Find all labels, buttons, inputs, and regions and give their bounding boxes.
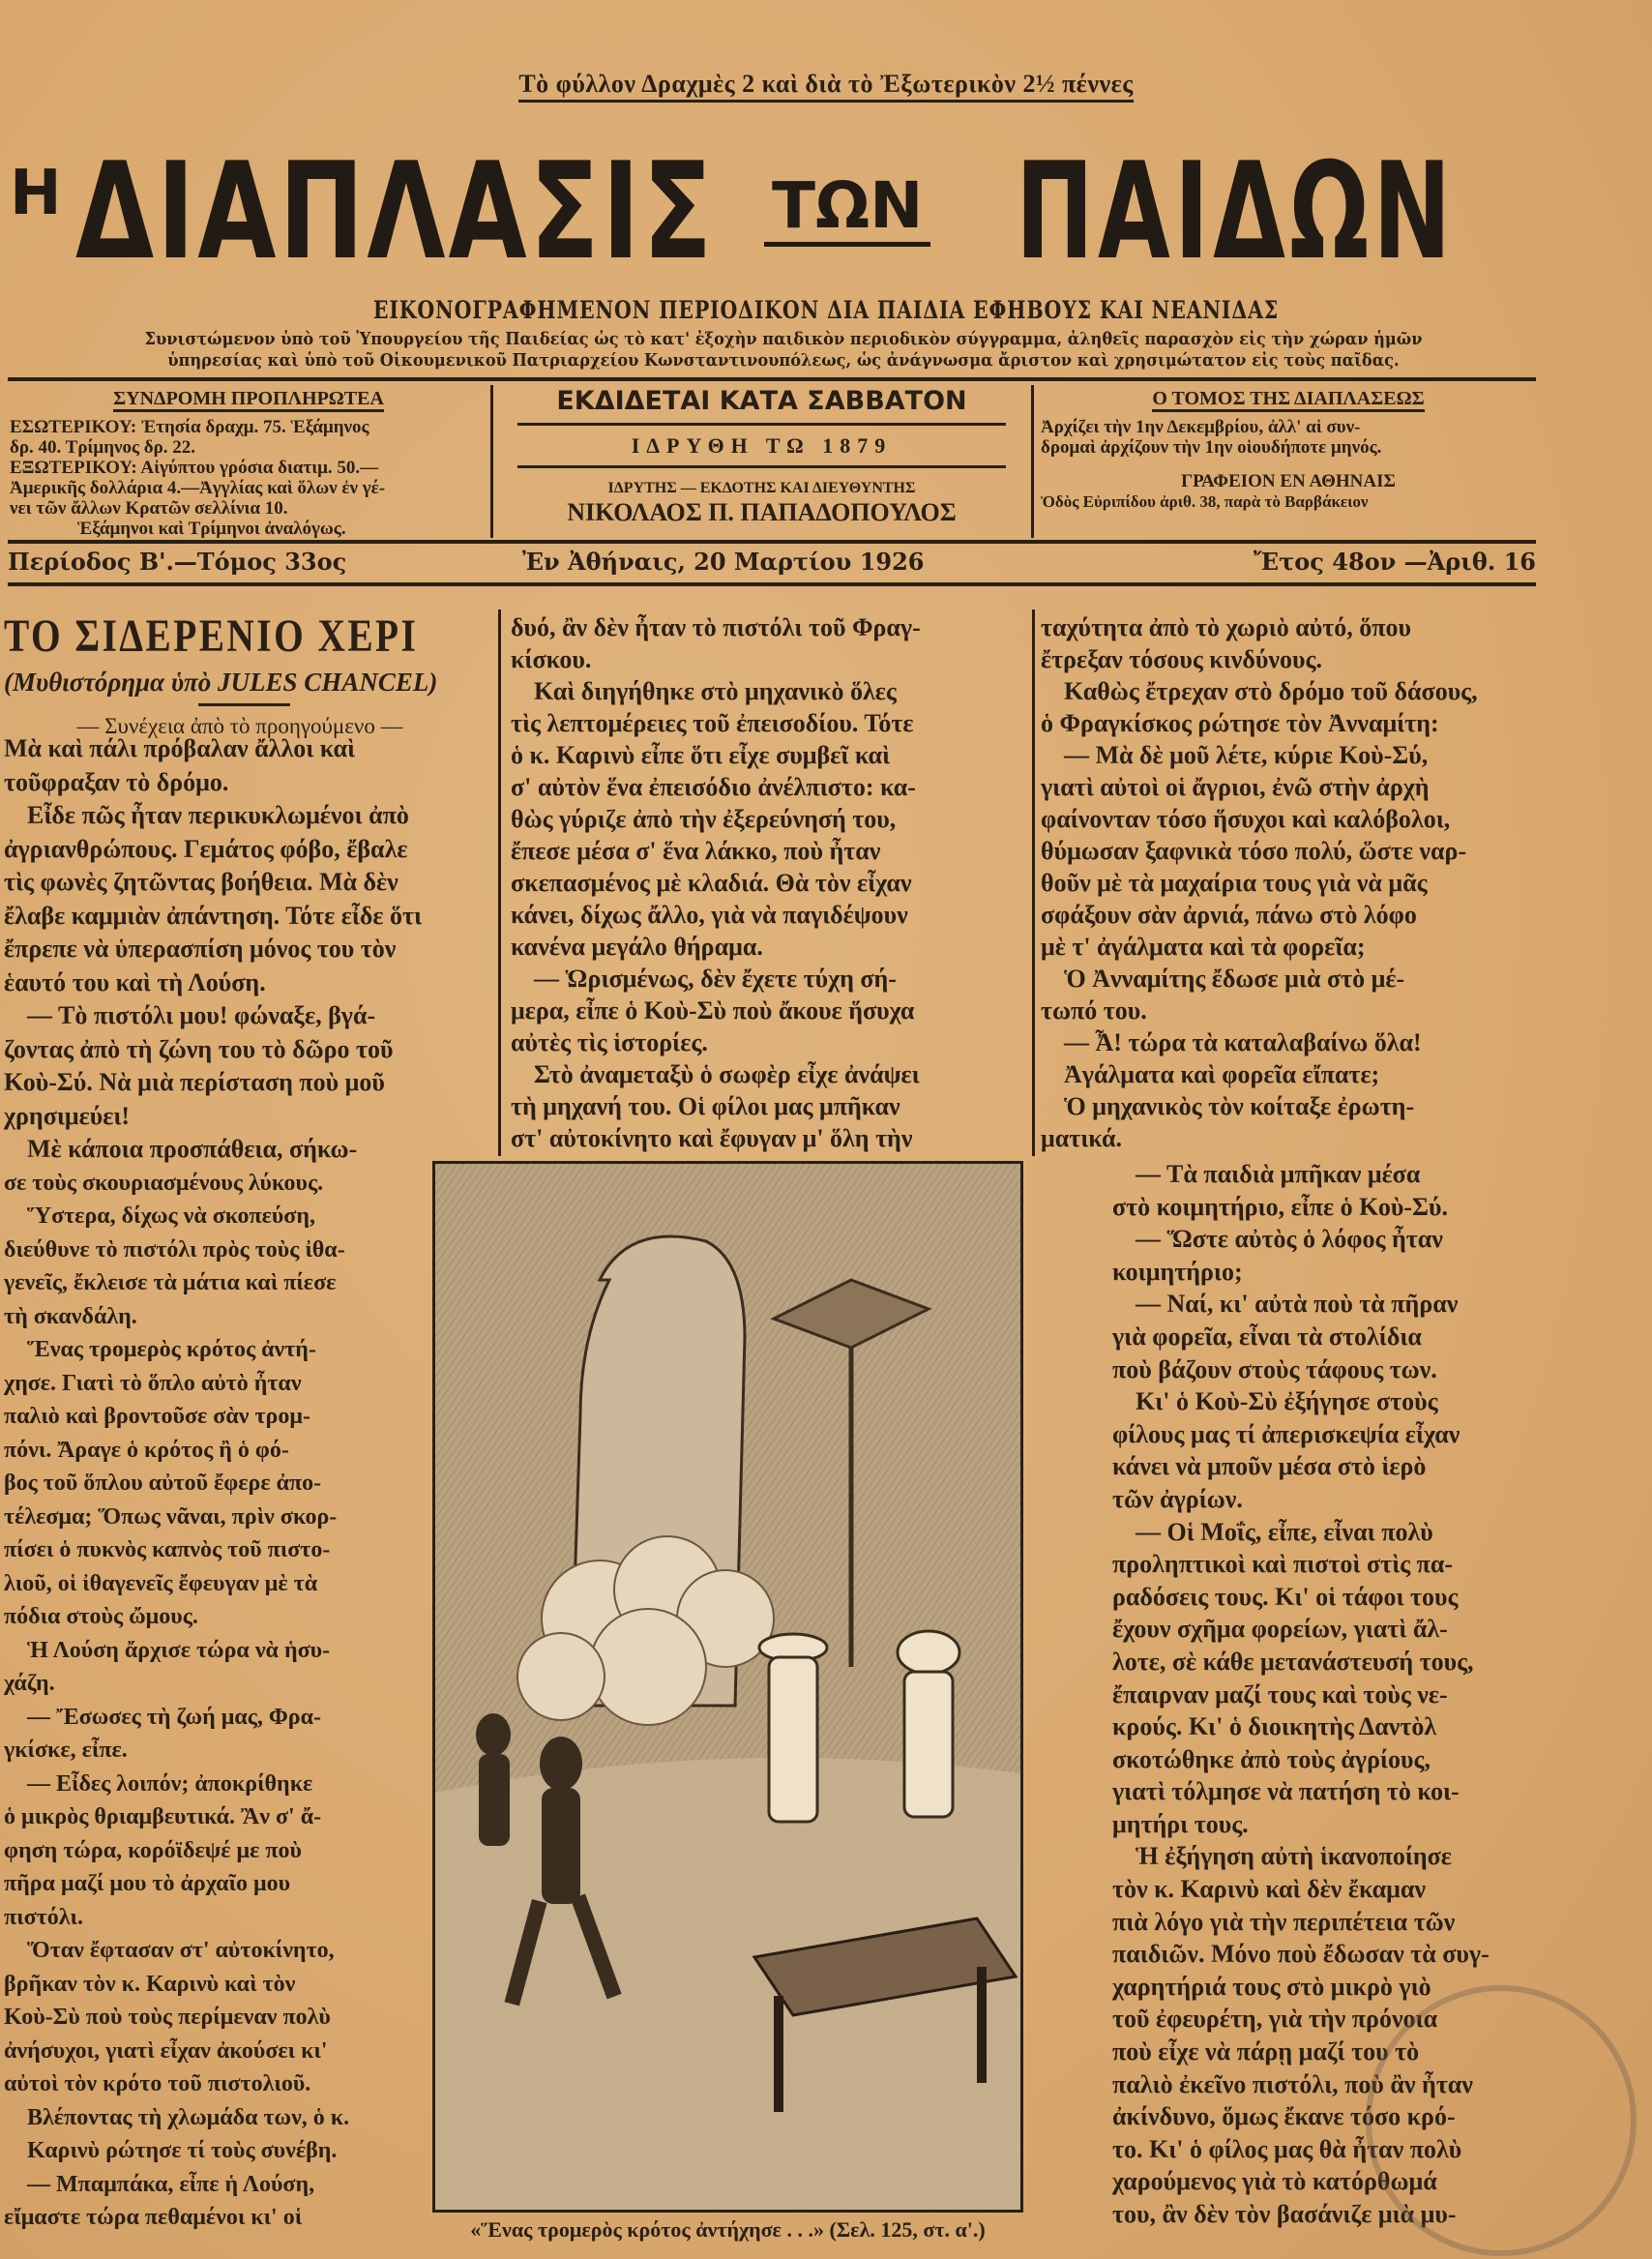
text-line: τὴ σκανδάλη. — [4, 1303, 137, 1329]
text-line: πίσει ὁ πυκνὸς καπνὸς τοῦ πιστο- — [4, 1537, 331, 1562]
text-line: σφάξουν σὰν ἀρνιά, πάνω στὸ λόφο — [1041, 901, 1417, 929]
text-line: αὐτὲς τὶς ἱστορίες. — [511, 1028, 708, 1056]
text-line: θύμωσαν ξαφνικὰ τόσο πολύ, ὥστε ναρ- — [1041, 837, 1467, 865]
text-line: ματικά. — [1041, 1124, 1122, 1152]
publication-box — [498, 383, 1025, 538]
text-line: τὸν κ. Καρινὺ καὶ δὲν ἔκαμαν — [1112, 1875, 1427, 1904]
text-line: Κοὺ-Σύ. Νὰ μιὰ περίσταση ποὺ μοῦ — [4, 1068, 385, 1096]
masthead-word-paidon: ΠΑΙΔΩΝ — [1016, 134, 1456, 289]
office-address: Ὁδὸς Εὐριπίδου ἀριθ. 38, παρὰ τὸ Βαρβάκειον — [1041, 492, 1369, 511]
text-line: τὶς λεπτομέρειες τοῦ ἐπεισοδίου. Τότε — [511, 709, 914, 737]
illustration-caption: «Ἕνας τρομερὸς κρότος ἀντήχησε . . .» (Σελ. 125, στ. α'.) — [470, 2217, 986, 2242]
text-line: Ὅταν ἔφτασαν στ' αὐτοκίνητο, — [27, 1938, 335, 1963]
continuation-note: — Συνέχεια ἀπὸ τὸ προηγούμενο — — [76, 714, 403, 738]
text-line: Μὰ καὶ πάλι πρόβαλαν ἄλλοι καὶ — [4, 734, 356, 762]
text-line: κίσκου. — [511, 645, 592, 673]
publication-schedule: ΕΚΔΙΔΕΤΑΙ ΚΑΤΑ ΣΑΒΒΑΤΟΝ — [556, 386, 967, 416]
text-line: πῆρα μαζί μου τὸ ἀρχαῖο μου — [4, 1871, 291, 1896]
text-line: πιστόλι. — [4, 1904, 83, 1930]
text-line: σ' αὐτὸν ἕνα ἐπεισόδιο ἀνέλπιστο: κα- — [511, 773, 916, 801]
divider — [8, 582, 1536, 586]
text-line: προληπτικοὶ καὶ πιστοὶ στὶς πα- — [1112, 1550, 1454, 1579]
text-line: μερα, εἶπε ὁ Κοὺ-Σὺ ποὺ ἄκουε ἥσυχα — [511, 996, 915, 1025]
text-line: θὼς γύριζε ἀπὸ τὴν ἐξερεύνησή του, — [511, 805, 897, 833]
bench-leg — [774, 1996, 783, 2112]
period-volume: Περίοδος Β'.—Τόμος 33ος — [8, 548, 347, 576]
recommendation-line: ὑπηρεσίας καὶ ὑπὸ τοῦ Οἰκουμενικοῦ Πατριαρχείου Κωνσταντινουπόλεως, ὡς ἀνάγνωσμα ἄριστον καὶ χρησιμώτατον εἰς τοὺς παῖδας. — [167, 350, 1400, 371]
subscription-line: δρ. 40. Τρίμηνος δρ. 22. — [10, 437, 196, 458]
text-line: το. Κι' ὁ φίλος μας θὰ ἦταν πολὺ — [1112, 2134, 1462, 2163]
text-line: χαρούμενος γιὰ τὸ κατόρθωμά — [1112, 2167, 1437, 2196]
text-line: τὶς φωνὲς ζητῶντας βοήθεια. Μὰ δὲν — [4, 868, 398, 896]
text-line: ἔτρεξαν τόσους κινδύνους. — [1041, 645, 1322, 673]
text-line: μὲ τ' ἀγάλματα καὶ τὰ φορεῖα; — [1041, 933, 1366, 961]
text-line: ἀγριανθρώπους. Γεμάτος φόβο, ἔβαλε — [4, 834, 408, 863]
text-line: του, ἂν δὲν τὸν βασάνιζε μιὰ μυ- — [1112, 2200, 1457, 2228]
text-line: ἑαυτό του καὶ τὴ Λούση. — [4, 967, 266, 996]
article-column-3-top — [1041, 611, 1536, 1154]
text-line: — Ὥστε αὐτὸς ὁ λόφος ἦταν — [1136, 1225, 1443, 1254]
text-line: φηση τώρα, κορόϊδεψέ με ποὺ — [4, 1837, 302, 1863]
text-line: Κι' ὁ Κοὺ-Σὺ ἐξήγησε στοὺς — [1136, 1387, 1438, 1416]
column-divider — [498, 609, 501, 1156]
volume-line: δρομαὶ ἀρχίζουν τὴν 1ην οἱουδήποτε μηνός. — [1041, 437, 1382, 458]
subtitle: ΕΙΚΟΝΟΓΡΑΦΗΜΕΝΟΝ ΠΕΡΙΟΔΙΚΟΝ ΔΙΑ ΠΑΙΔΙΑ ΕΦΗΒΟΥΣ ΚΑΙ ΝΕΑΝΙΔΑΣ — [372, 296, 1280, 324]
divider — [8, 540, 1536, 544]
text-line: Κοὺ-Σὺ ποὺ τοὺς περίμεναν πολὺ — [4, 2005, 331, 2030]
masthead-word-diaplasis: ΔΙΑΠΛΑΣΙΣ — [75, 134, 716, 289]
text-line: — Εἶδες λοιπόν; ἀποκρίθηκε — [27, 1770, 313, 1797]
text-line: παλιὸ ἐκεῖνο πιστόλι, ποὺ ἂν ἦταν — [1112, 2069, 1473, 2098]
masthead-word-ton: ΤΩΝ — [764, 174, 930, 247]
subscription-line: ΕΞΩΤΕΡΙΚΟΥ: Αἰγύπτου γρόσια διατιμ. 50.— — [10, 458, 379, 478]
text-line: βος τοῦ ὅπλου αὐτοῦ ἔφερε ἀπο- — [4, 1471, 322, 1496]
text-line: κρούς. Κι' ὁ διοικητὴς Δαντὸλ — [1112, 1712, 1437, 1741]
article-title: ΤΟ ΣΙΔΕΡΕΝΙΟ ΧΕΡΙ — [4, 610, 419, 662]
text-line: — Ὡρισμένως, δὲν ἔχετε τύχη σή- — [534, 965, 897, 993]
text-line: ὁ Φραγκίσκος ρώτησε τὸν Ἀνναμίτη: — [1041, 709, 1439, 737]
text-line: στ' αὐτοκίνητο καὶ ἔφυγαν μ' ὅλη τὴν — [511, 1124, 913, 1152]
text-line: λιοῦ, οἱ ἰθαγενεῖς ἔφευγαν μὲ τὰ — [4, 1570, 318, 1596]
subscription-line: Ἀμερικῆς δολλάρια 4.—Ἀγγλίας καὶ ὅλων ἐν γέ- — [10, 478, 386, 498]
text-line: κάνει, δίχως ἄλλο, γιὰ νὰ παγιδέψουν — [511, 901, 908, 929]
text-line: — Μπαμπάκα, εἶπε ἡ Λούση, — [27, 2171, 315, 2197]
text-line: ποὺ βάζουν στοὺς τάφους των. — [1112, 1354, 1437, 1383]
price-line: Τὸ φύλλον Δραχμὲς 2 καὶ διὰ τὸ Ἐξωτερικὸν 2½ πέννες — [0, 70, 1652, 99]
text-line: κανένα μεγάλο θήραμα. — [511, 933, 763, 961]
text-line: ζοντας ἀπὸ τὴ ζώνη του τὸ δῶρο τοῦ — [4, 1034, 394, 1063]
text-line: — Τὰ παιδιὰ μπῆκαν μέσα — [1136, 1160, 1421, 1188]
text-line: τέλεσμα; Ὅπως νᾶναι, πρὶν σκορ- — [4, 1503, 338, 1530]
divider — [8, 377, 1536, 381]
divider — [198, 703, 290, 706]
text-line: ὁ κ. Καρινὺ εἶπε ὅτι εἶχε συμβεῖ καὶ — [511, 741, 891, 769]
text-line: ἀνήσυχοι, γιατὶ εἶχαν ἀκούσει κι' — [4, 2037, 328, 2064]
text-line: στὸ κοιμητήριο, εἶπε ὁ Κοὺ-Σύ. — [1112, 1192, 1449, 1221]
text-line: πόνι. Ἄραγε ὁ κρότος ἢ ὁ φό- — [4, 1437, 289, 1463]
text-line: γκίσκε, εἶπε. — [4, 1738, 128, 1763]
text-line: Ἕνας τρομερὸς κρότος ἀντή- — [27, 1337, 316, 1362]
volume-heading: Ο ΤΟΜΟΣ ΤΗΣ ΔΙΑΠΛΑΣΕΩΣ — [1152, 388, 1424, 412]
text-line: γιὰ φορεῖα, εἶναι τὰ στολίδια — [1112, 1322, 1422, 1351]
article-column-1 — [4, 732, 480, 2235]
subscription-line: Ἑξάμηνοι καὶ Τρίμηνοι ἀναλόγως. — [77, 519, 346, 539]
text-line: Καὶ διηγήθηκε στὸ μηχανικὸ ὅλες — [534, 677, 897, 705]
text-line: δυό, ἂν δὲν ἦταν τὸ πιστόλι τοῦ Φραγ- — [511, 613, 921, 641]
text-line: παιδιῶν. Μόνο ποὺ ἔδωσαν τὰ συγ- — [1112, 1940, 1490, 1969]
text-line: σκοτώθηκε ἀπὸ τοὺς ἀγρίους, — [1112, 1744, 1431, 1773]
text-line: Ὁ Ἀνναμίτης ἔδωσε μιὰ στὸ μέ- — [1064, 965, 1405, 993]
text-line: τοῦφραξαν τὸ δρόμο. — [4, 767, 229, 796]
divider — [1031, 385, 1034, 538]
text-line: βρῆκαν τὸν κ. Καρινὺ καὶ τὸν — [4, 1971, 296, 1997]
text-line: σε τοὺς σκουριασμένους λύκους. — [4, 1170, 324, 1196]
subscription-line: νει τῶν ἄλλων Κρατῶν σελλίνια 10. — [10, 498, 288, 519]
illustration-drawing — [435, 1164, 1020, 2210]
text-line: εἴμαστε τώρα πεθαμένοι κι' οἱ — [4, 2205, 303, 2230]
divider — [517, 465, 1006, 468]
subscription-heading: ΣΥΝΔΡΟΜΗ ΠΡΟΠΛΗΡΩΤΕΑ — [113, 388, 384, 412]
text-line: τοῦ ἐφευρέτη, γιὰ τὴν πρόνοια — [1112, 2005, 1438, 2034]
illustration — [432, 1161, 1023, 2213]
text-line: Καθὼς ἔτρεχαν στὸ δρόμο τοῦ δάσους, — [1064, 677, 1478, 705]
text-line: Ὕστερα, δίχως νὰ σκοπεύση, — [27, 1204, 315, 1229]
text-line: Στὸ ἀναμεταξὺ ὁ σωφὲρ εἶχε ἀνάψει — [534, 1060, 920, 1088]
text-line: ραδόσεις τους. Κι' οἱ τάφοι τους — [1112, 1582, 1459, 1611]
text-line: φαίνονταν τόσο ἥσυχοι καὶ καλόβολοι, — [1041, 805, 1451, 833]
volume-line: Ἀρχίζει τὴν 1ην Δεκεμβρίου, ἀλλ' αἱ συν- — [1041, 417, 1361, 437]
text-line: Ὁ μηχανικὸς τὸν κοίταξε ἐρωτη- — [1064, 1092, 1415, 1120]
text-line: φίλους μας τί ἀπερισκεψία εἶχαν — [1112, 1419, 1460, 1448]
text-line: κάνει νὰ μποῦν μέσα στὸ ἱερὸ — [1112, 1452, 1427, 1481]
text-line: ταχύτητα ἀπὸ τὸ χωριὸ αὐτό, ὅπου — [1041, 613, 1411, 641]
text-line: Καρινὺ ρώτησε τί τοὺς συνέβη. — [27, 2138, 338, 2163]
text-line: ἔλαβε καμμιὰν ἀπάντηση. Τότε εἶδε ὅτι — [4, 901, 423, 930]
text-line: — Ἆ! τώρα τὰ καταλαβαίνω ὅλα! — [1064, 1028, 1422, 1056]
text-line: γιατὶ τόλμησε νὰ πατήση τὸ κοι- — [1112, 1777, 1460, 1806]
article-column-2 — [511, 611, 1023, 1154]
text-line: αὐτοὶ τὸν κρότο τοῦ πιστολιοῦ. — [4, 2071, 311, 2096]
divider — [490, 385, 493, 538]
recommendation-line: Συνιστώμενον ὑπὸ τοῦ Ὑπουργείου τῆς Παιδείας ὡς τὸ κατ' ἐξοχὴν παιδικὸν περιοδικὸν σύγγραμμα, ἀληθεῖς παρασχὸν εἰς τὴν χώραν ἡμῶν — [144, 329, 1423, 349]
subscription-box — [10, 383, 487, 538]
text-line: τῶν ἀγρίων. — [1112, 1484, 1243, 1513]
text-line: θοῦν μὲ τὰ μαχαίρια τους γιὰ νὰ μᾶς — [1041, 869, 1428, 897]
text-line: γενεῖς, ἔκλεισε τὰ μάτια καὶ πίεσε — [4, 1270, 337, 1295]
text-line: σκεπασμένος μὲ κλαδιά. Θὰ τὸν εἶχαν — [511, 869, 912, 897]
text-line: Εἶδε πῶς ἦταν περικυκλωμένοι ἀπὸ — [27, 801, 409, 829]
text-line: κοιμητήριο; — [1112, 1257, 1243, 1286]
text-line: Ἡ ἐξήγηση αὐτὴ ἱκανοποίησε — [1136, 1842, 1452, 1871]
text-line: ἔπαιρναν μαζί τους καὶ τοὺς νε- — [1112, 1679, 1448, 1709]
text-line: χάζη. — [4, 1671, 55, 1696]
text-line: πιὰ λόγο γιὰ τὴν περιπέτεια τῶν — [1112, 1907, 1456, 1936]
text-line: ἔπεσε μέσα σ' ἕνα λάκκο, ποὺ ἦταν — [511, 837, 881, 865]
publication-founder: ΝΙΚΟΛΑΟΣ Π. ΠΑΠΑΔΟΠΟΥΛΟΣ — [567, 498, 957, 526]
office-heading: ΓΡΑΦΕΙΟΝ ΕΝ ΑΘΗΝΑΙΣ — [1181, 471, 1396, 491]
text-line: Ἡ Λούση ἄρχισε τώρα νὰ ἡσυ- — [27, 1637, 331, 1663]
article-byline: (Μυθιστόρημα ὑπὸ JULES CHANCEL) — [4, 668, 438, 697]
subscription-line: ΕΣΩΤΕΡΙΚΟΥ: Ἐτησία δραχμ. 75. Ἑξάμηνος — [10, 417, 369, 437]
text-line: — Τὸ πιστόλι μου! φώναξε, βγά- — [27, 1001, 376, 1029]
text-line: παλιὸ καὶ βροντοῦσε σὰν τρομ- — [4, 1404, 310, 1429]
text-line: τωπό του. — [1041, 996, 1147, 1025]
text-line: — Μὰ δὲ μοῦ λέτε, κύριε Κοὺ-Σύ, — [1064, 741, 1429, 769]
bench-leg — [977, 1967, 987, 2083]
text-line: ἔπρεπε νὰ ὑπερασπίση μόνος του τὸν — [4, 935, 397, 963]
issue-number: Ἔτος 48ον —Ἀριθ. 16 — [1253, 548, 1536, 576]
text-line: χρησιμεύει! — [4, 1101, 131, 1130]
publication-role: ΙΔΡΥΤΗΣ — ΕΚΔΟΤΗΣ ΚΑΙ ΔΙΕΥΘΥΝΤΗΣ — [607, 480, 916, 496]
text-line: Βλέποντας τὴ χλωμάδα των, ὁ κ. — [27, 2104, 350, 2130]
text-line: Ἀγάλματα καὶ φορεῖα εἴπατε; — [1064, 1060, 1380, 1088]
text-line: χαρητήριά τους στὸ μικρὸ γιὸ — [1112, 1972, 1431, 2001]
text-line: μητήρι τους. — [1112, 1809, 1249, 1838]
divider — [517, 423, 1006, 426]
text-line: ἀκίνδυνο, ὅμως ἔκανε τόσο κρό- — [1112, 2102, 1456, 2131]
text-line: διεύθυνε τὸ πιστόλι πρὸς τοὺς ἰθα- — [4, 1236, 345, 1263]
text-line: χησε. Γιατὶ τὸ ὅπλο αὐτὸ ἦταν — [4, 1370, 302, 1396]
masthead-article: Η — [10, 158, 62, 229]
column-divider — [1032, 609, 1035, 1156]
issue-date: Ἐν Ἀθήναις, 20 Μαρτίου 1926 — [522, 548, 925, 576]
text-line: — Ναί, κι' αὐτὰ ποὺ τὰ πῆραν — [1136, 1290, 1459, 1319]
text-line: γιατὶ αὐτοὶ οἱ ἄγριοι, ἐνῶ στὴν ἀρχὴ — [1041, 773, 1430, 801]
text-line: ποὺ εἶχε νὰ πάρῃ μαζί του τὸ — [1112, 2037, 1420, 2066]
publication-founded: ΙΔΡΥΘΗ ΤΩ 1879 — [631, 433, 893, 458]
text-line: — Ἔσωσες τὴ ζωή μας, Φρα- — [27, 1704, 321, 1730]
text-line: ὁ μικρὸς θριαμβευτικά. Ἂν σ' ἄ- — [4, 1804, 322, 1829]
library-stamp — [1366, 1985, 1637, 2256]
text-line: ἔχουν σχῆμα φορείων, γιατὶ ἄλ- — [1112, 1615, 1448, 1644]
text-line: — Οἱ Μοΐς, εἶπε, εἶναι πολὺ — [1136, 1517, 1433, 1546]
text-line: Μὲ κάποια προσπάθεια, σήκω- — [27, 1135, 358, 1163]
text-line: τὴ μηχανή του. Οἱ φίλοι μας μπῆκαν — [511, 1092, 900, 1120]
text-line: λοτε, σὲ κάθε μετανάστευσή τους, — [1112, 1647, 1474, 1676]
text-line: πόδια στοὺς ὤμους. — [4, 1604, 198, 1629]
volume-box — [1041, 383, 1536, 538]
